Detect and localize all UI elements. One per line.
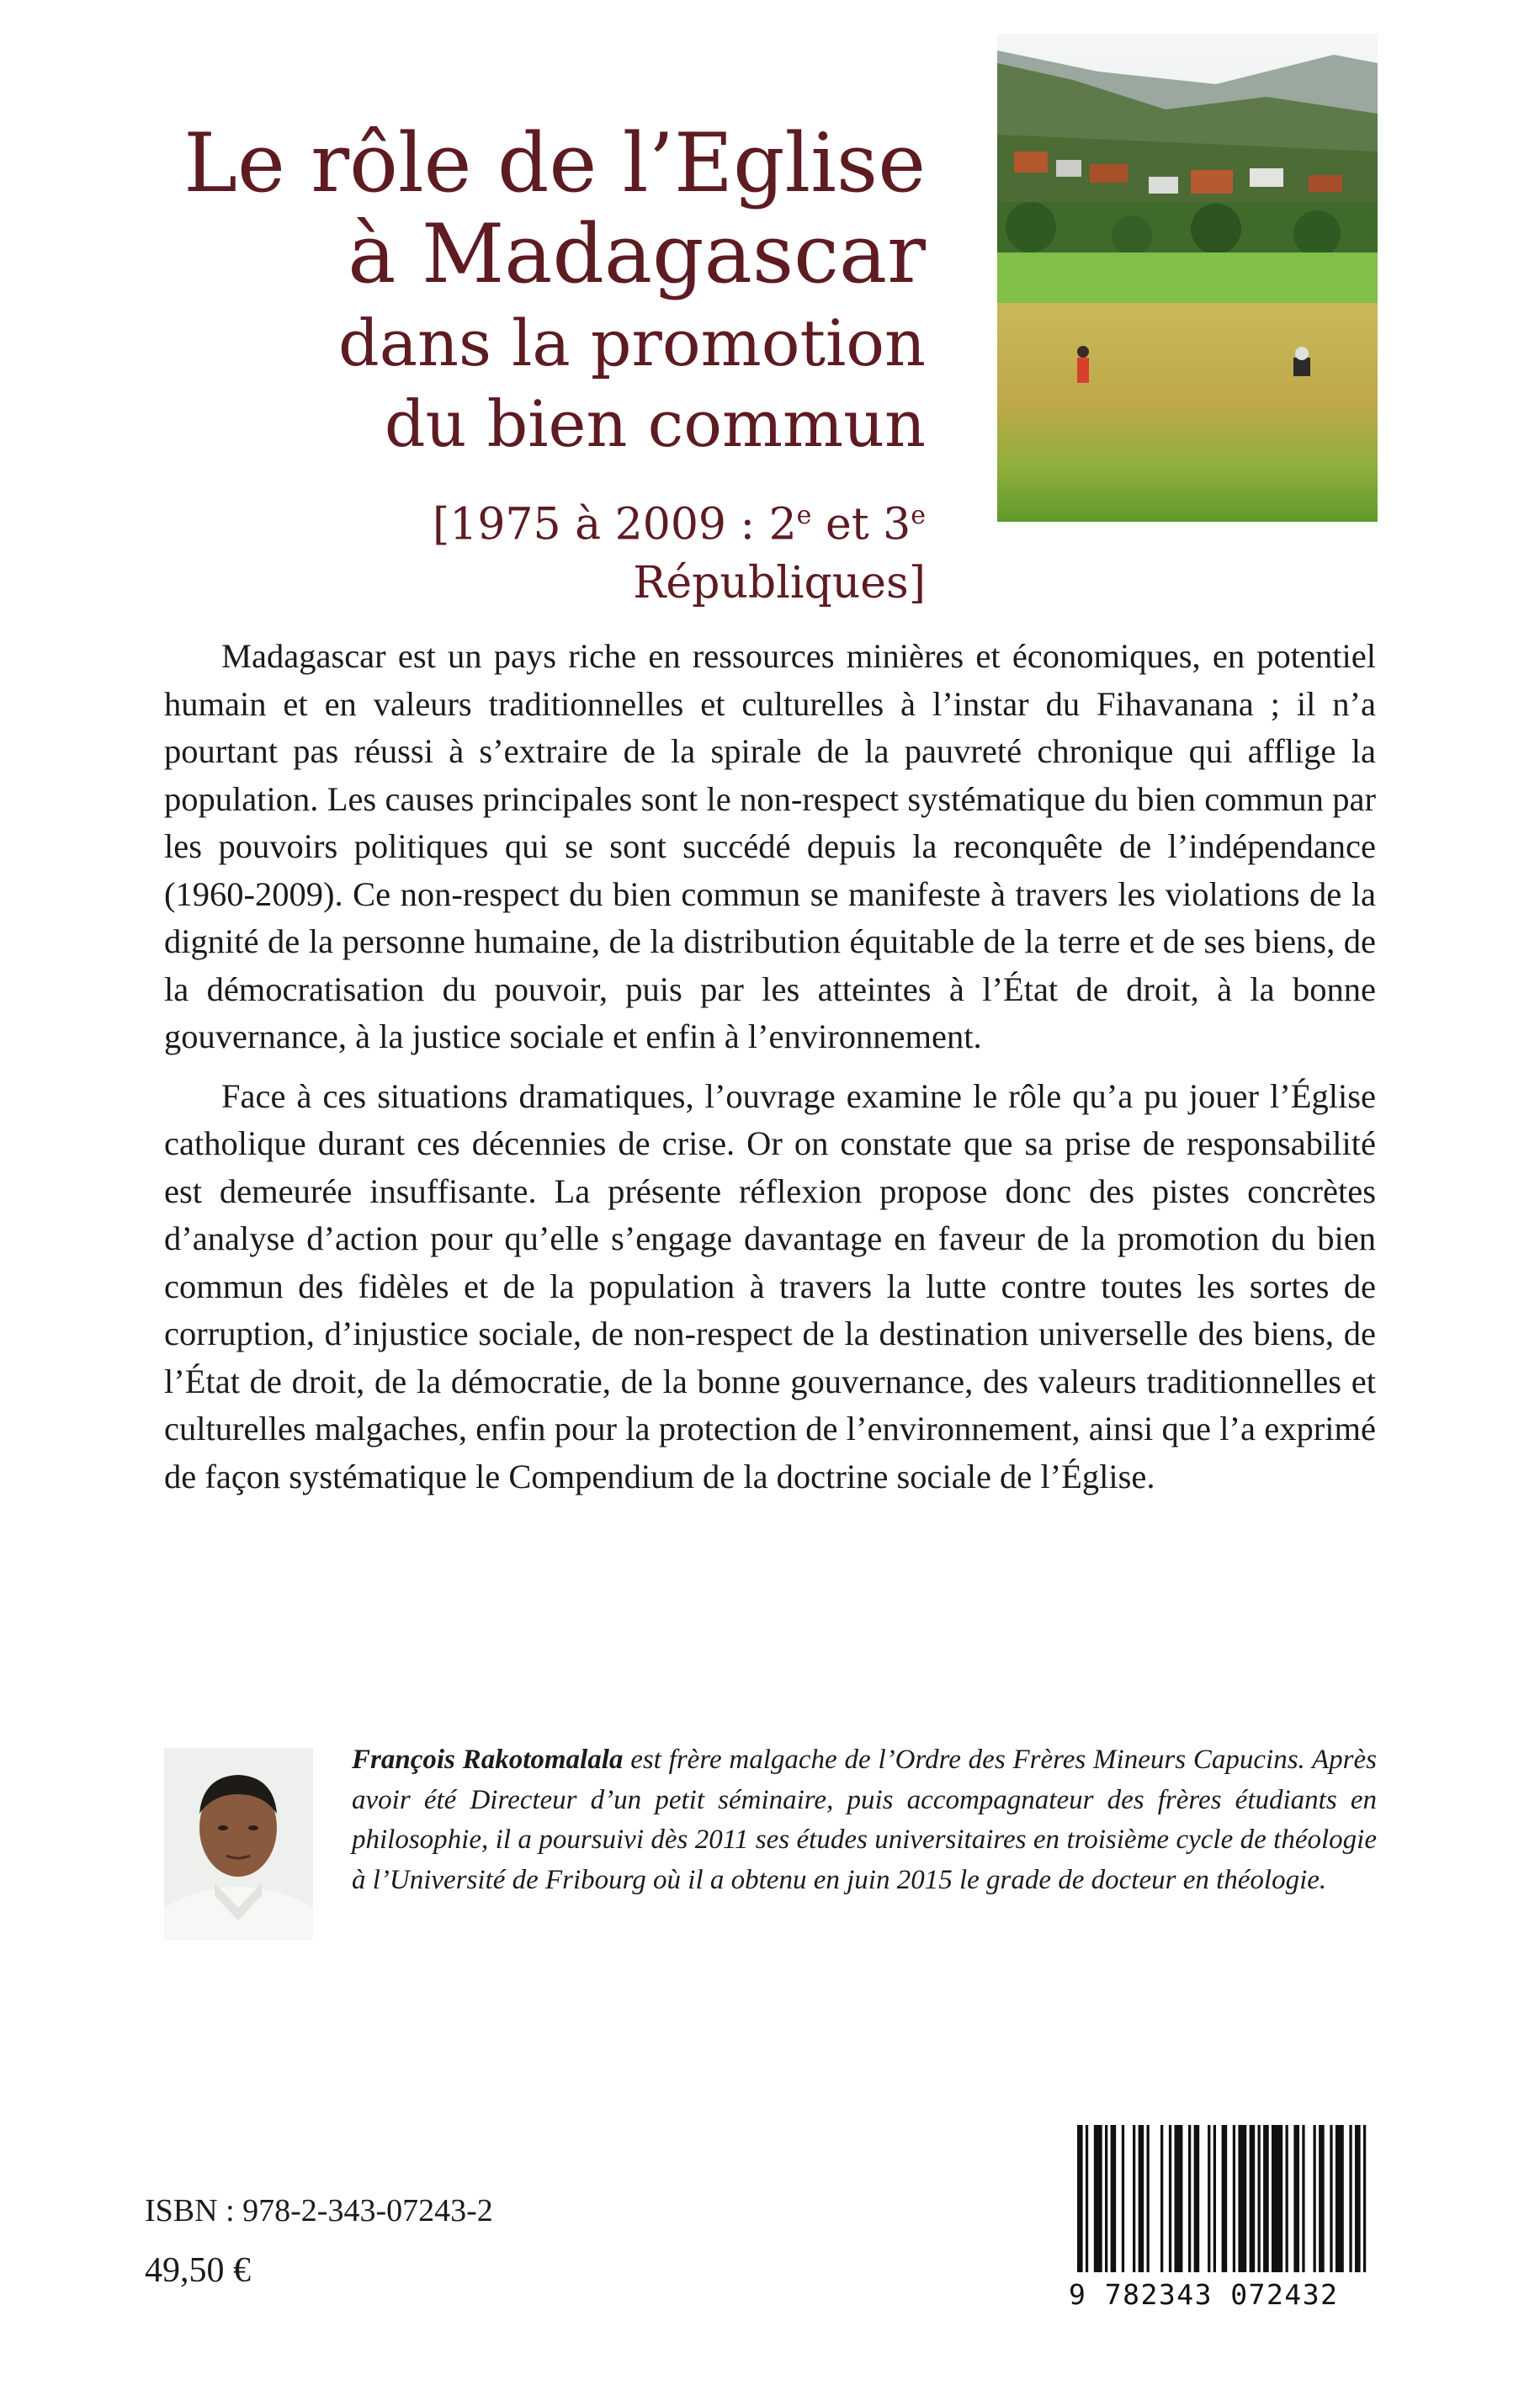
barcode-bar bbox=[1222, 2125, 1228, 2272]
barcode-bar bbox=[1213, 2125, 1216, 2272]
barcode-bar bbox=[1188, 2125, 1191, 2272]
title-line-2: à Madagascar bbox=[348, 207, 926, 301]
cover-landscape-photo bbox=[997, 34, 1378, 522]
book-subtitle: [1975 à 2009 : 2e et 3e Républiques] bbox=[432, 499, 926, 609]
barcode-bar bbox=[1133, 2125, 1135, 2272]
barcode-bars bbox=[1069, 2125, 1380, 2276]
barcode-bar bbox=[1238, 2125, 1246, 2272]
author-bio-text: est frère malgache de l’Ordre des Frères Mineurs Capucins. Après avoir été Directeur d’un petit séminaire, puis accompagnateur des frères étudiants en philosophie, il a poursuivi dès 2011 ses études universitaires en troisième cycle de théologie à l’Université de Fribourg où il a obtenu en juin 2015 le grade de docteur en théologie. bbox=[352, 1745, 1377, 1895]
blurb-paragraph-1: Madagascar est un pays riche en ressources minières et économiques, en potentiel humain et en valeurs traditionnelles et culturelles à l’instar du Fihavanana ; il n’a pourtant pas réussi à s’extraire de la spirale de la pauvreté chronique qui afflige la population. Les causes principales sont le non-respect systématique du bien commun par les pouvoirs politiques qui se sont succédé depuis la reconquête de l’indépendance (1960-2009). Ce non-respect du bien commun se manifeste à travers les violations de la dignité de la personne humaine, de la distribution équitable de la terre et de ses biens, de la démocratisation du pouvoir, puis par les atteintes à l’État de droit, à la bonne gouvernance, à la justice sociale et enfin à l’environnement. bbox=[164, 637, 1376, 1055]
barcode-bar bbox=[1319, 2125, 1325, 2272]
author-bio bbox=[352, 1740, 1377, 1900]
author-portrait bbox=[164, 1748, 313, 1940]
barcode-bar bbox=[1111, 2125, 1117, 2272]
barcode-bar bbox=[1250, 2125, 1256, 2272]
barcode-bar bbox=[1086, 2125, 1088, 2272]
farmer-figure-right bbox=[1293, 347, 1310, 376]
barcode-bar bbox=[1175, 2125, 1183, 2272]
book-title bbox=[135, 118, 926, 613]
author-name: François Rakotomalala bbox=[352, 1745, 624, 1775]
blurb-paragraph-2: Face à ces situations dramatiques, l’ouvrage examine le rôle qu’a pu jouer l’Église catholique durant ces décennies de crise. Or on constate que sa prise de responsabilité est demeurée insuffisante. La présente réflexion propose donc des pistes concrètes d’analyse d’action pour qu’elle s’engage davantage en faveur de la promotion du bien commun des fidèles et de la population à travers la lutte contre toutes les sortes de corruption, d’injustice sociale, de non-respect de la destination universelle des biens, de l’État de droit, de la démocratie, de la bonne gouvernance, des valeurs traditionnelles et culturelles malgaches, enfin pour la protection de l’environnement, ainsi que l’a exprimé de façon systématique le Compendium de la doctrine sociale de l’Église. bbox=[164, 1076, 1376, 1495]
barcode-bar bbox=[1208, 2125, 1210, 2272]
title-line-4: du bien commun bbox=[384, 386, 926, 461]
barcode-bar bbox=[1272, 2125, 1282, 2272]
title-line-1: Le rôle de l’Eglise bbox=[183, 116, 926, 210]
isbn-label: ISBN : 978-2-343-07243-2 bbox=[145, 2193, 493, 2228]
farmer-figure-left bbox=[1077, 346, 1089, 383]
barcode-bar bbox=[1169, 2125, 1171, 2272]
barcode-bar bbox=[1077, 2125, 1083, 2272]
price-label: 49,50 € bbox=[145, 2251, 251, 2290]
barcode-bar bbox=[1147, 2125, 1150, 2272]
back-cover-blurb bbox=[164, 633, 1376, 1501]
barcode-bar bbox=[1355, 2125, 1361, 2272]
barcode-bar bbox=[1139, 2125, 1144, 2272]
barcode-bar bbox=[1122, 2125, 1124, 2272]
barcode-bar bbox=[1263, 2125, 1269, 2272]
barcode-bar bbox=[1302, 2125, 1304, 2272]
barcode-bar bbox=[1286, 2125, 1288, 2272]
ean-barcode bbox=[1069, 2125, 1380, 2319]
barcode-bar bbox=[1349, 2125, 1351, 2272]
barcode-bar bbox=[1105, 2125, 1107, 2272]
barcode-bar bbox=[1194, 2125, 1200, 2272]
barcode-bar bbox=[1293, 2125, 1299, 2272]
barcode-bar bbox=[1094, 2125, 1102, 2272]
barcode-digits: 9 782343 072432 bbox=[1069, 2278, 1339, 2311]
barcode-bar bbox=[1336, 2125, 1344, 2272]
barcode-bar bbox=[1314, 2125, 1316, 2272]
barcode-bar bbox=[1330, 2125, 1332, 2272]
barcode-bar bbox=[1258, 2125, 1261, 2272]
barcode-bar bbox=[1160, 2125, 1163, 2272]
barcode-bar bbox=[1233, 2125, 1235, 2272]
title-line-3: dans la promotion bbox=[338, 305, 926, 380]
barcode-bar bbox=[1363, 2125, 1366, 2272]
